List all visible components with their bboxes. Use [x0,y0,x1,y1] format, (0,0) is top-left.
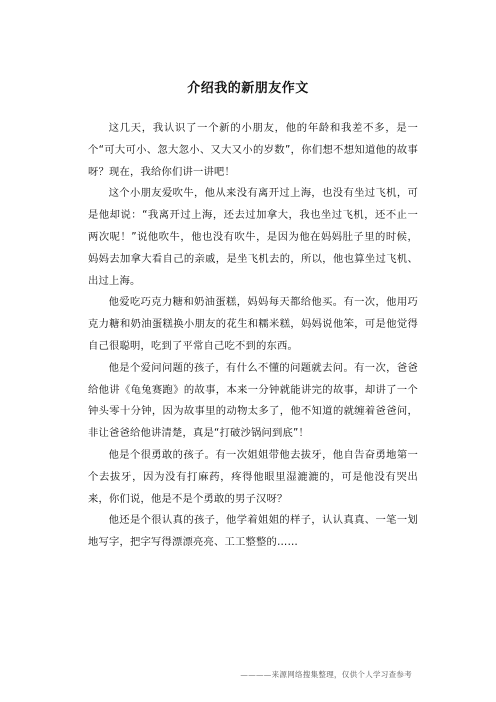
paragraph: 他是个很勇敢的孩子。有一次姐姐带他去拔牙，他自告奋勇地第一个去拔牙，因为没有打麻药，疼得他眼里湿漉漉的，可是他没有哭出来，你们说，他是不是个勇敢的男子汉呀？ [88,448,418,505]
paragraph: 这几天，我认识了一个新的小朋友，他的年龄和我差不多，是一个“可大可小、忽大忽小、又大又小的岁数”，你们想不想知道他的故事呀？现在，我给你们讲一讲吧！ [88,122,418,178]
paragraph: 他还是个很认真的孩子，他学着姐姐的样子，认认真真、一笔一划地写字，把字写得漂漂亮亮、工工整整的…… [88,514,418,549]
document-title: 介绍我的新朋友作文 [187,81,309,96]
paragraph: 他是个爱问问题的孩子，有什么不懂的问题就去问。有一次，爸爸给他讲《龟兔赛跑》的故事，本来一分钟就能讲完的故事，却讲了一个钟头零十分钟，因为故事里的动物太多了，他不知道的就缠着爸爸问，非让爸爸给他讲清楚，真是“打破沙锅问到底”！ [88,361,418,440]
paragraph: 他爱吃巧克力糖和奶油蛋糕，妈妈每天都给他买。有一次，他用巧克力糖和奶油蛋糕换小朋友的花生和糯米糕，妈妈说他笨，可是他觉得自己很聪明，吃到了平常自己吃不到的东西。 [88,296,418,352]
source-footer-note: ————来源网络搜集整理，仅供个人学习查参考 [240,670,412,679]
paragraph: 这个小朋友爱吹牛，他从来没有离开过上海，也没有坐过飞机，可是他却说：“我离开过上海，还去过加拿大，我也坐过飞机，还不止一两次呢！”说他吹牛，他也没有吹牛，是因为他在妈妈肚子里的时候，妈妈去加拿大看自己的亲戚，是坐飞机去的，所以，他也算坐过飞机、出过上海。 [88,187,418,287]
document-body [88,118,418,554]
